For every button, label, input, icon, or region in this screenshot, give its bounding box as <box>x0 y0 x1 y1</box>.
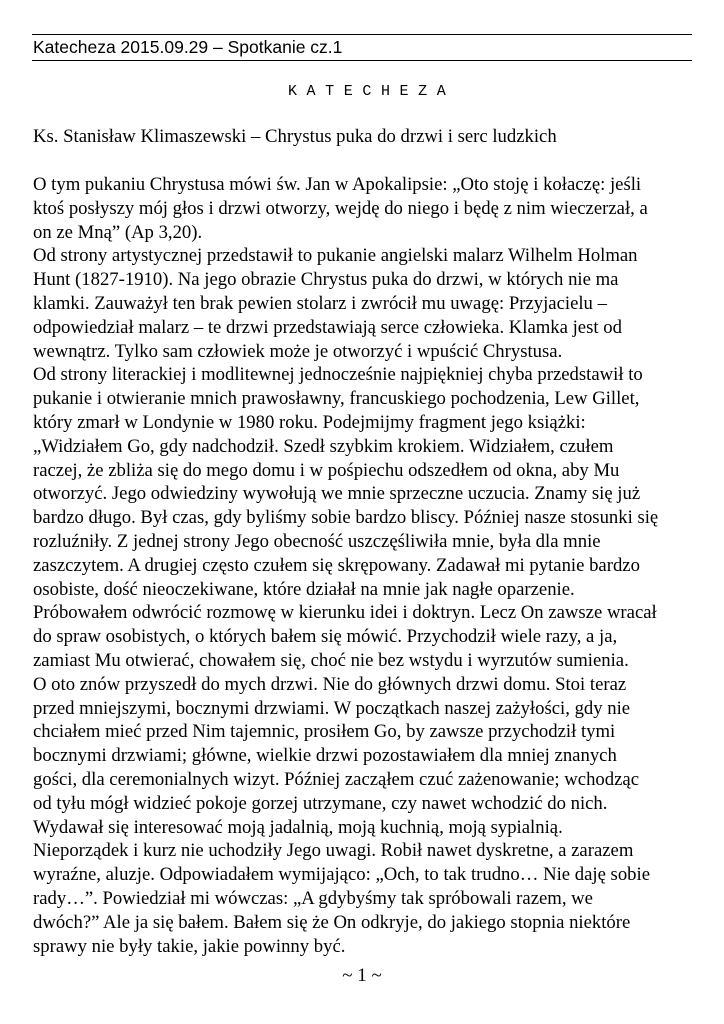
body-line: Wydawał się interesować moją jadalnią, moją kuchnią, moją sypialnią. <box>33 816 563 838</box>
body-line: Próbowałem odwrócić rozmowę w kierunku idei i doktryn. Lecz On zawsze wracał <box>33 602 657 624</box>
body-line: Hunt (1827-1910). Na jego obrazie Chrystus puka do drzwi, w których nie ma <box>33 269 619 291</box>
body-line: odpowiedział malarz – te drzwi przedstawiają serce człowieka. Klamka jest od <box>33 316 622 338</box>
header-rule-bottom <box>32 60 692 61</box>
body-line: chciałem mieć przed Nim tajemnic, prosiłem Go, by zawsze przychodził tymi <box>33 721 616 743</box>
body-line: otworzyć. Jego odwiedziny wywołują we mnie sprzeczne uczucia. Znamy się już <box>33 483 641 505</box>
body-line: „Widziałem Go, gdy nadchodził. Szedł szybkim krokiem. Widziałem, czułem <box>33 435 614 457</box>
body-line: O tym pukaniu Chrystusa mówi św. Jan w Apokalipsie: „Oto stoję i kołaczę: jeśli <box>33 174 642 195</box>
body-line: ktoś posłyszy mój głos i drzwi otworzy, wejdę do niego i będę z nim wieczerzał, a <box>33 197 648 219</box>
body-line: Nieporządek i kurz nie uchodziły Jego uwagi. Robił nawet dyskretne, a zarazem <box>33 840 634 862</box>
document-subtitle: Ks. Stanisław Klimaszewski – Chrystus puka do drzwi i serc ludzkich <box>33 126 557 147</box>
body-line: gości, dla ceremonialnych wizyt. Później zacząłem czuć zażenowanie; wchodząc <box>33 768 640 790</box>
body-line: Od strony artystycznej przedstawił to pukanie angielski malarz Wilhelm Holman <box>33 245 638 267</box>
document-title-text: K A T E C H E Z A <box>287 83 447 100</box>
body-line: zamiast Mu otwierać, chowałem się, choć nie bez wstydu i wyrzutów sumienia. <box>33 649 629 671</box>
body-line: od tyłu mógł widzieć pokoje gorzej utrzymane, czy nawet wchodzić do nich. <box>33 792 608 814</box>
body-line: klamki. Zauważył ten brak pewien stolarz i zwrócił mu uwagę: Przyjacielu – <box>33 292 607 314</box>
body-line: on ze Mną” (Ap 3,20). <box>33 221 203 243</box>
body-line: zaszczytem. A drugiej często czułem się skrępowany. Zadawał mi pytanie bardzo <box>33 554 640 576</box>
body-line: rady…”. Powiedział mi wówczas: „A gdybyśmy tak spróbowali razem, we <box>33 887 593 909</box>
document-title <box>0 83 724 100</box>
body-line: Od strony literackiej i modlitewnej jednocześnie najpiękniej chyba przedstawił to <box>33 364 643 386</box>
body-line: wewnątrz. Tylko sam człowiek może je otworzyć i wpuścić Chrystusa. <box>33 340 563 362</box>
page-header: Katecheza 2015.09.29 – Spotkanie cz.1 <box>33 37 343 57</box>
body-line: dwóch?” Ale ja się bałem. Bałem się że On odkryje, do jakiego stopnia niektóre <box>33 911 631 933</box>
page-number: ~ 1 ~ <box>342 965 382 986</box>
body-line: bardzo długo. Był czas, gdy byliśmy sobie bardzo bliscy. Później nasze stosunki się <box>33 507 659 529</box>
body-line: pukanie i otwieranie mnich prawosławny, francuskiego pochodzenia, Lew Gillet, <box>33 388 640 410</box>
body-line: raczej, że zbliża się do mego domu i w pośpiechu odszedłem od okna, aby Mu <box>33 459 620 481</box>
body-line: osobiste, dość nieoczekiwane, które działał na mnie jak nagłe oparzenie. <box>33 578 575 600</box>
document-body <box>33 173 703 958</box>
body-line: rozluźniły. Z jednej strony Jego obecność uszczęśliwiła mnie, była dla mnie <box>33 530 601 552</box>
body-line: do spraw osobistych, o których bałem się mówić. Przychodził wiele razy, a ja, <box>33 626 618 648</box>
body-line: O oto znów przyszedł do mych drzwi. Nie do głównych drzwi domu. Stoi teraz <box>33 673 627 695</box>
body-line: sprawy nie były takie, jakie powinny być. <box>33 935 346 957</box>
body-line: który zmarł w Londynie w 1980 roku. Podejmijmy fragment jego książki: <box>33 411 586 433</box>
body-line: przed mniejszymi, bocznymi drzwiami. W początkach naszej zażyłości, gdy nie <box>33 697 631 719</box>
body-line: wyraźne, aluzje. Odpowiadałem wymijająco: „Och, to tak trudno… Nie daję sobie <box>33 864 650 886</box>
body-line: bocznymi drzwiami; główne, wielkie drzwi pozostawiałem dla mniej znanych <box>33 745 617 767</box>
